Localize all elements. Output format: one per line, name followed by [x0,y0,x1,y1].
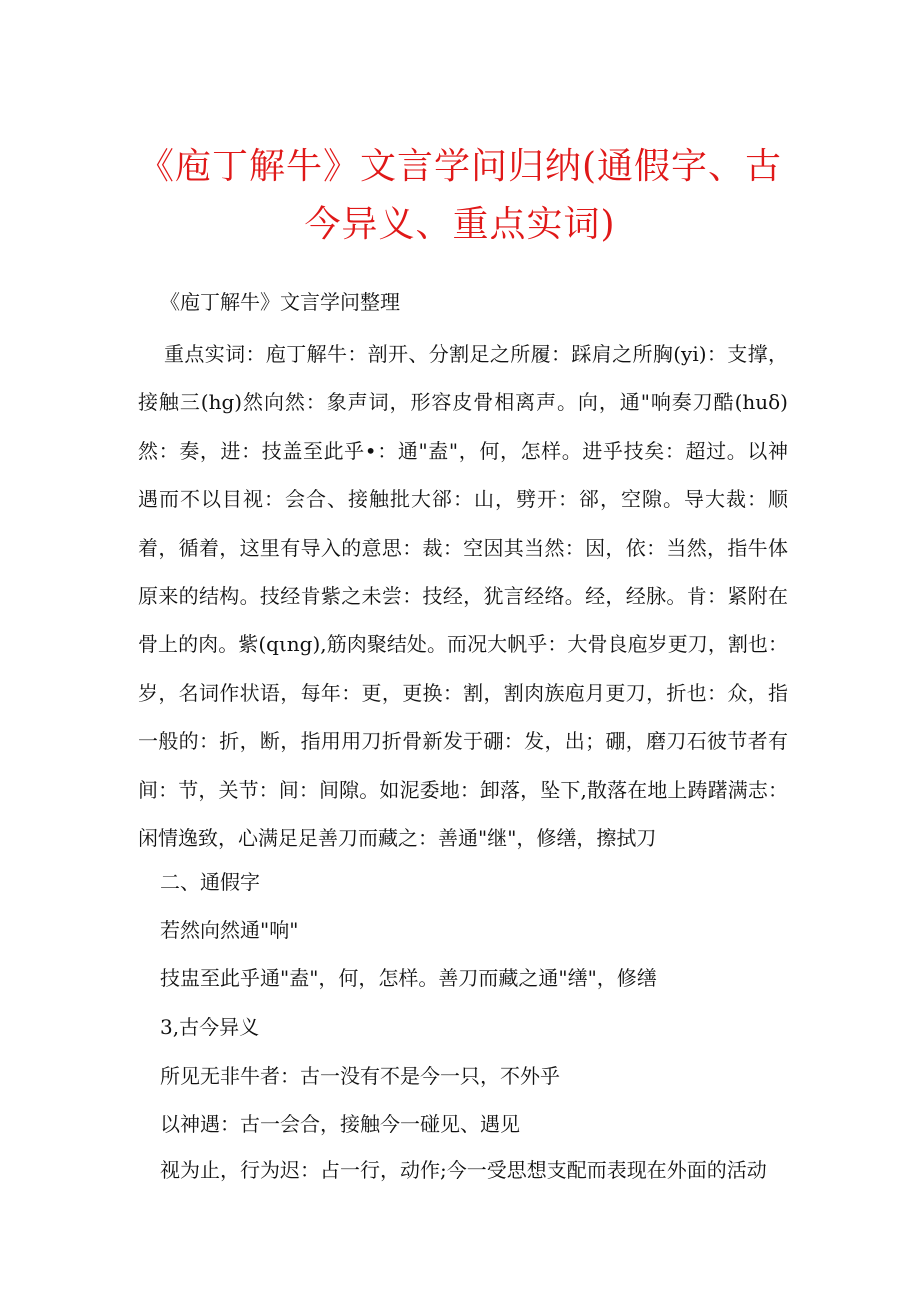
document-subtitle: 《庖丁解牛》文言学问整理 [160,290,400,314]
document-title: 《庖丁解牛》文言学问归纳(通假字、古今异义、重点实词) [137,146,783,245]
tongjia-item: 若然向然通"响" [160,918,299,942]
section-heading-tongjia: 二、通假字 [160,870,260,894]
key-words-paragraph: 重点实词：庖丁解牛：剖开、分割足之所履：踩肩之所胸(yi)：支撑，接触三(hg)然向然：象声词，形容皮骨相离声。向，通"响奏刀酷(huδ)然：奏，进：技盖至此乎•：通"盍"，何，怎样。进乎技矣：超过。以神遇而不以目视：会合、接触批大郤：山，劈开：郤，空隙。导大裁：顺着，循着，这里有导入的意思：裁：空因其当然：因，依：当然，指牛体原来的结构。技经肯紫之未尝：技经，犹言经络。经，经脉。肯：紧附在骨上的肉。紫(qιng),筋肉聚结处。而况大帆乎：大骨良庖岁更刀，割也：岁，名词作状语，每年：更，更换：割，割肉族庖月更刀，折也：众，指一般的：折，断，指用用刀折骨新发于硼：发，出；硼，磨刀石彼节者有间：节，关节：间：间隙。如泥委地：卸落，坠下,散落在地上踌躇满志：闲情逸致，心满足足善刀而藏之：善通"继"，修缮，擦拭刀 [138,342,788,851]
gujin-item: 所见无非牛者：古一没有不是今一只，不外乎 [160,1064,560,1088]
gujin-item: 视为止，行为迟：占一行，动作;今一受思想支配而表现在外面的活动 [160,1158,767,1182]
tongjia-item: 技盅至此乎通"盍"，何，怎样。善刀而藏之通"缮"，修缮 [160,966,657,990]
section-heading-gujin: 3,古今异义 [160,1015,260,1039]
gujin-item: 以神遇：古一会合，接触今一碰见、遇见 [160,1112,520,1136]
